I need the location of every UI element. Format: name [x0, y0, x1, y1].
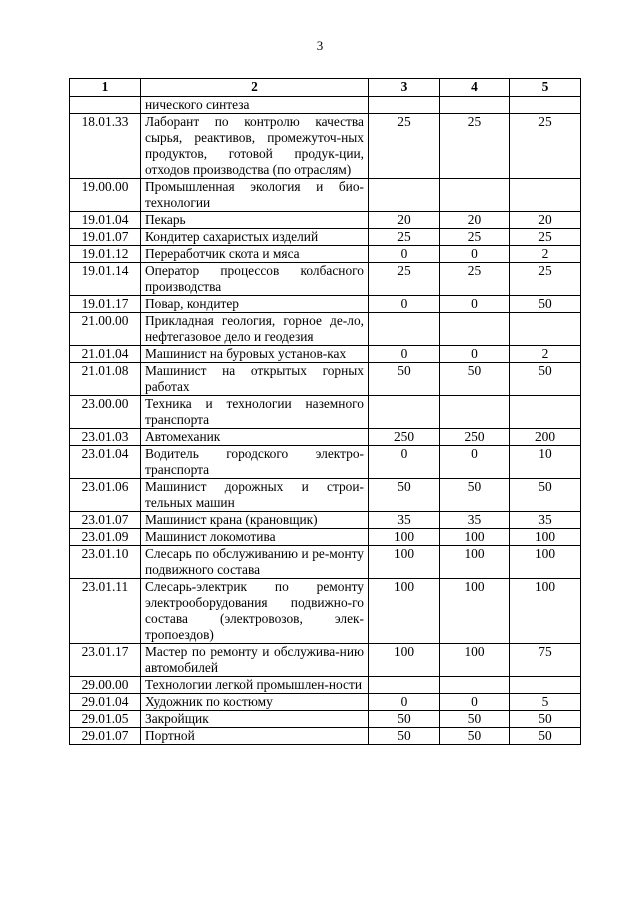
- row-value-col3: 35: [369, 512, 440, 529]
- row-value-col5: 20: [510, 212, 581, 229]
- row-code-cell: 23.01.06: [70, 479, 141, 512]
- row-value-col5: 50: [510, 479, 581, 512]
- row-value-col4: [440, 677, 510, 694]
- table-row: [70, 579, 581, 644]
- table-row: [70, 246, 581, 263]
- row-value-col3: 50: [369, 363, 440, 396]
- row-code-cell: 21.01.08: [70, 363, 141, 396]
- table-row: [70, 313, 581, 346]
- row-name-cell: Мастер по ремонту и обслужива-нию автомобилей: [141, 644, 369, 677]
- row-value-col3: 0: [369, 296, 440, 313]
- row-name-cell: Машинист локомотива: [141, 529, 369, 546]
- table-row: [70, 296, 581, 313]
- row-value-col3: [369, 677, 440, 694]
- row-code-cell: 18.01.33: [70, 114, 141, 179]
- row-value-col5: 10: [510, 446, 581, 479]
- table-row: [70, 179, 581, 212]
- row-value-col4: 0: [440, 446, 510, 479]
- row-code-cell: 19.01.12: [70, 246, 141, 263]
- row-name-cell: Пекарь: [141, 212, 369, 229]
- header-col-3: 3: [369, 79, 440, 97]
- row-value-col5: 50: [510, 728, 581, 745]
- row-name-cell: Лаборант по контролю качества сырья, реактивов, промежуточ-ных продуктов, готовой продук-ции, отходов производства (по отраслям): [141, 114, 369, 179]
- row-value-col5: [510, 313, 581, 346]
- row-value-col4: 25: [440, 229, 510, 246]
- table-row: [70, 363, 581, 396]
- row-value-col4: 50: [440, 479, 510, 512]
- row-value-col5: 25: [510, 114, 581, 179]
- row-value-col5: 100: [510, 546, 581, 579]
- table-row: [70, 346, 581, 363]
- row-value-col3: [369, 179, 440, 212]
- row-value-col5: 75: [510, 644, 581, 677]
- row-name-cell: Оператор процессов колбасного производства: [141, 263, 369, 296]
- row-code-cell: 19.00.00: [70, 179, 141, 212]
- header-col-1: 1: [70, 79, 141, 97]
- row-value-col4: 0: [440, 246, 510, 263]
- row-code-cell: 19.01.14: [70, 263, 141, 296]
- row-value-col4: 0: [440, 346, 510, 363]
- row-value-col4: 25: [440, 263, 510, 296]
- table-row: [70, 263, 581, 296]
- row-name-cell: Слесарь-электрик по ремонту электрооборудования подвижно-го состава (электровозов, элек-тропоездов): [141, 579, 369, 644]
- row-value-col4: 50: [440, 728, 510, 745]
- row-value-col4: 35: [440, 512, 510, 529]
- row-name-cell: Машинист на буровых установ-ках: [141, 346, 369, 363]
- row-value-col4: 25: [440, 114, 510, 179]
- row-value-col5: 100: [510, 529, 581, 546]
- row-value-col4: 20: [440, 212, 510, 229]
- row-code-cell: 19.01.04: [70, 212, 141, 229]
- row-name-cell: нического синтеза: [141, 97, 369, 114]
- row-value-col4: [440, 97, 510, 114]
- row-value-col3: 50: [369, 728, 440, 745]
- header-col-5: 5: [510, 79, 581, 97]
- row-code-cell: 21.01.04: [70, 346, 141, 363]
- table-row: [70, 728, 581, 745]
- row-name-cell: Кондитер сахаристых изделий: [141, 229, 369, 246]
- row-value-col3: 100: [369, 529, 440, 546]
- row-value-col3: 50: [369, 711, 440, 728]
- row-value-col5: 100: [510, 579, 581, 644]
- row-code-cell: 19.01.17: [70, 296, 141, 313]
- table-row: [70, 229, 581, 246]
- row-value-col3: 100: [369, 579, 440, 644]
- row-value-col4: 0: [440, 296, 510, 313]
- table-row: [70, 396, 581, 429]
- row-value-col4: 100: [440, 529, 510, 546]
- row-name-cell: Переработчик скота и мяса: [141, 246, 369, 263]
- row-value-col5: [510, 677, 581, 694]
- row-value-col4: 250: [440, 429, 510, 446]
- row-value-col3: [369, 313, 440, 346]
- row-value-col5: 50: [510, 363, 581, 396]
- table-row: [70, 677, 581, 694]
- row-value-col5: [510, 179, 581, 212]
- row-value-col4: 100: [440, 579, 510, 644]
- row-value-col3: 50: [369, 479, 440, 512]
- row-name-cell: Промышленная экология и био-технологии: [141, 179, 369, 212]
- row-name-cell: Художник по костюму: [141, 694, 369, 711]
- row-value-col3: 100: [369, 546, 440, 579]
- row-code-cell: 23.01.10: [70, 546, 141, 579]
- row-name-cell: Повар, кондитер: [141, 296, 369, 313]
- row-code-cell: 23.01.03: [70, 429, 141, 446]
- row-value-col3: 100: [369, 644, 440, 677]
- row-code-cell: 29.01.05: [70, 711, 141, 728]
- row-value-col5: 35: [510, 512, 581, 529]
- row-value-col5: 50: [510, 296, 581, 313]
- row-value-col3: 25: [369, 114, 440, 179]
- row-value-col4: 100: [440, 644, 510, 677]
- row-name-cell: Техника и технологии наземного транспорта: [141, 396, 369, 429]
- row-code-cell: 29.00.00: [70, 677, 141, 694]
- row-name-cell: Автомеханик: [141, 429, 369, 446]
- row-value-col3: 0: [369, 694, 440, 711]
- row-name-cell: Машинист на открытых горных работах: [141, 363, 369, 396]
- table-row: [70, 446, 581, 479]
- row-code-cell: 29.01.04: [70, 694, 141, 711]
- row-code-cell: 23.01.09: [70, 529, 141, 546]
- table-row: [70, 97, 581, 114]
- row-value-col3: 0: [369, 446, 440, 479]
- row-value-col3: 0: [369, 346, 440, 363]
- professions-table: [69, 78, 581, 745]
- row-value-col3: 250: [369, 429, 440, 446]
- row-name-cell: Машинист дорожных и строи-тельных машин: [141, 479, 369, 512]
- row-name-cell: Водитель городского электро-транспорта: [141, 446, 369, 479]
- table-row: [70, 546, 581, 579]
- page-number: 3: [316, 38, 324, 53]
- table-row: [70, 512, 581, 529]
- row-value-col5: [510, 97, 581, 114]
- row-code-cell: 21.00.00: [70, 313, 141, 346]
- row-name-cell: Слесарь по обслуживанию и ре-монту подвижного состава: [141, 546, 369, 579]
- table-row: [70, 694, 581, 711]
- table-row: [70, 479, 581, 512]
- row-value-col3: [369, 97, 440, 114]
- row-code-cell: 29.01.07: [70, 728, 141, 745]
- row-value-col4: [440, 313, 510, 346]
- row-value-col4: 100: [440, 546, 510, 579]
- row-name-cell: Прикладная геология, горное де-ло, нефтегазовое дело и геодезия: [141, 313, 369, 346]
- row-value-col3: 25: [369, 263, 440, 296]
- row-code-cell: 23.01.07: [70, 512, 141, 529]
- header-col-4: 4: [440, 79, 510, 97]
- table-header-row: [70, 79, 581, 97]
- row-value-col4: 50: [440, 711, 510, 728]
- row-code-cell: 23.00.00: [70, 396, 141, 429]
- row-name-cell: Закройщик: [141, 711, 369, 728]
- row-code-cell: 19.01.07: [70, 229, 141, 246]
- row-value-col5: 200: [510, 429, 581, 446]
- row-code-cell: 23.01.17: [70, 644, 141, 677]
- table-row: [70, 212, 581, 229]
- row-value-col3: 20: [369, 212, 440, 229]
- row-name-cell: Машинист крана (крановщик): [141, 512, 369, 529]
- row-value-col3: 25: [369, 229, 440, 246]
- row-code-cell: 23.01.11: [70, 579, 141, 644]
- row-value-col5: 50: [510, 711, 581, 728]
- table-row: [70, 529, 581, 546]
- table-row: [70, 429, 581, 446]
- row-value-col5: [510, 396, 581, 429]
- row-value-col5: 5: [510, 694, 581, 711]
- row-value-col4: [440, 396, 510, 429]
- table-row: [70, 114, 581, 179]
- row-value-col5: 25: [510, 263, 581, 296]
- row-value-col3: [369, 396, 440, 429]
- row-value-col5: 2: [510, 346, 581, 363]
- row-value-col4: 50: [440, 363, 510, 396]
- row-value-col3: 0: [369, 246, 440, 263]
- row-value-col5: 2: [510, 246, 581, 263]
- row-value-col4: [440, 179, 510, 212]
- header-col-2: 2: [141, 79, 369, 97]
- row-value-col5: 25: [510, 229, 581, 246]
- row-value-col4: 0: [440, 694, 510, 711]
- row-code-cell: 23.01.04: [70, 446, 141, 479]
- row-name-cell: Портной: [141, 728, 369, 745]
- row-name-cell: Технологии легкой промышлен-ности: [141, 677, 369, 694]
- table-row: [70, 644, 581, 677]
- table-row: [70, 711, 581, 728]
- row-code-cell: [70, 97, 141, 114]
